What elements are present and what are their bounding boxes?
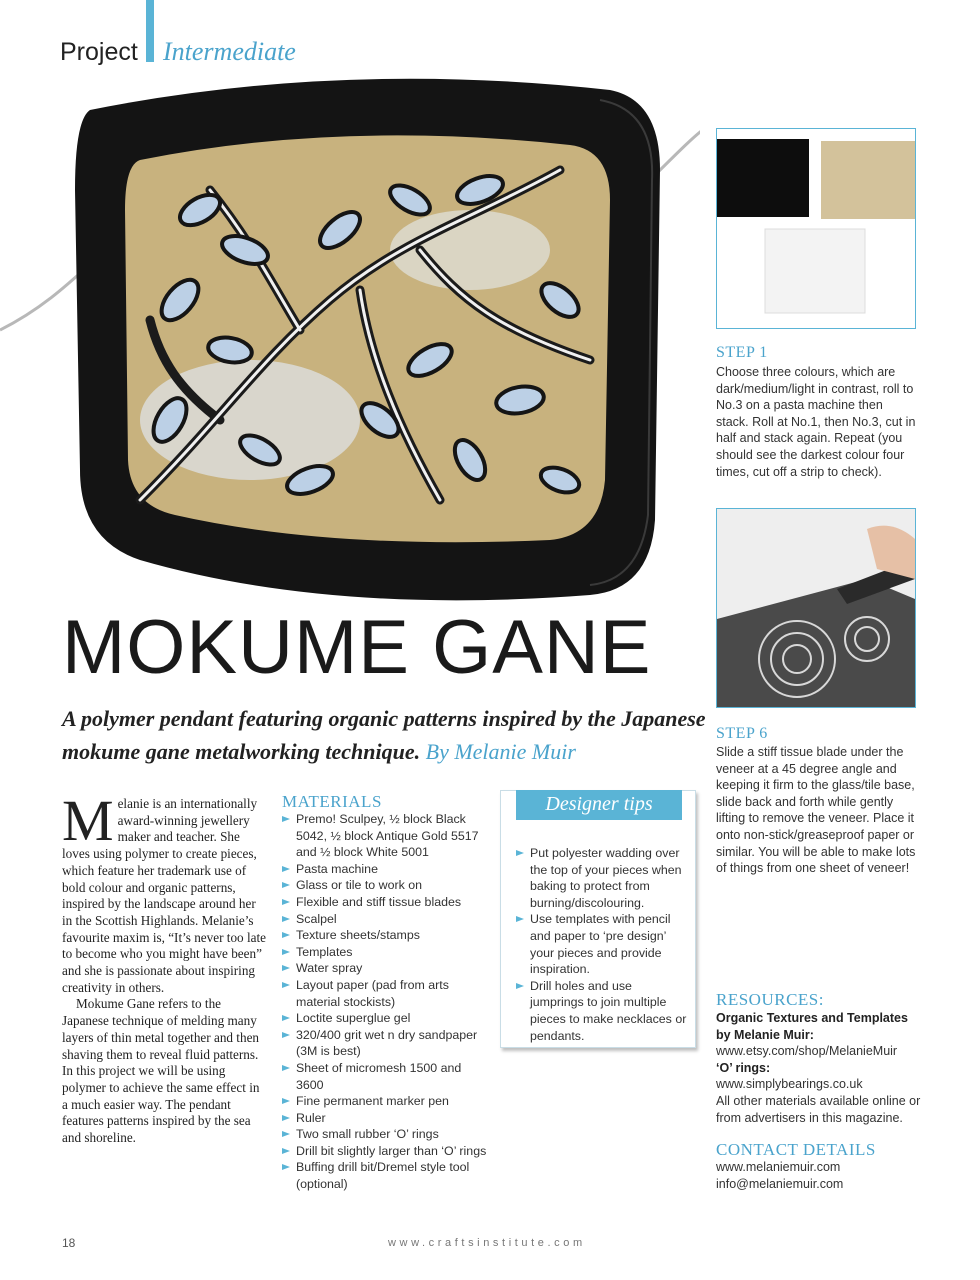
step1-photo bbox=[716, 128, 916, 329]
contact-heading: CONTACT DETAILS bbox=[716, 1140, 876, 1159]
tips-item: Drill holes and use jumprings to join multiple pieces to make necklaces or pendants. bbox=[516, 978, 688, 1044]
resources-link-bearings[interactable]: www.simplybearings.co.uk bbox=[716, 1077, 863, 1092]
contact-website-link[interactable]: www.melaniemuir.com bbox=[716, 1160, 841, 1174]
contact-email-link[interactable]: info@melaniemuir.com bbox=[716, 1176, 844, 1191]
materials-item: Texture sheets/stamps bbox=[282, 927, 492, 944]
materials-item: 320/400 grit wet n dry sandpaper (3M is best) bbox=[282, 1027, 492, 1060]
step6-heading: STEP 6 bbox=[716, 725, 768, 742]
materials-item: Glass or tile to work on bbox=[282, 877, 492, 894]
page-number: 18 bbox=[62, 1236, 76, 1250]
designer-tips-heading: Designer tips bbox=[516, 790, 682, 820]
materials-item: Scalpel bbox=[282, 911, 492, 928]
tips-list bbox=[516, 845, 688, 1044]
step1-text: Choose three colours, which are dark/medium/light in contrast, roll to No.3 on a pasta machine then stack. Roll at No.1, then No.3, cut in half and stack again. Repeat (you should see the darkest colour four times, cut off a strip to check). bbox=[716, 365, 916, 479]
materials-item: Ruler bbox=[282, 1110, 492, 1127]
clay-blocks-image bbox=[717, 129, 915, 328]
resources-line-5: All other materials available online or from advertisers in this magazine. bbox=[716, 1093, 921, 1125]
tips-item: Put polyester wadding over the top of your pieces when baking to protect from burning/discolouring. bbox=[516, 845, 688, 911]
resources-line-1: Organic Textures and Templates by Melanie Muir: bbox=[716, 1011, 908, 1042]
materials-item: Templates bbox=[282, 944, 492, 961]
materials-list bbox=[282, 811, 492, 1193]
intro-column bbox=[62, 788, 267, 1147]
step6-text: Slide a stiff tissue blade under the veneer at a 45 degree angle and keeping it firm to the glass/tile base, slide back and forth while gently lifting to remove the veneer. Place it onto non-stick/greaseproof paper or similar. You will be able to make lots of things from one sheet of veneer! bbox=[716, 745, 916, 876]
intro-paragraph-2: Mokume Gane refers to the Japanese technique of melding many layers of thin metal together and then shaving them to reveal fluid patterns. In this project we will be using polymer to achieve the same effect in a much easier way. The pendant features patterns inspired by the sea and shoreline. bbox=[62, 996, 260, 1146]
dropcap: M bbox=[62, 788, 114, 853]
pendant-photo bbox=[0, 60, 700, 620]
step1-heading: STEP 1 bbox=[716, 344, 768, 361]
article-title: MOKUME GANE bbox=[62, 605, 652, 690]
resources-link-etsy[interactable]: www.etsy.com/shop/MelanieMuir bbox=[716, 1044, 898, 1059]
resources-heading: RESOURCES: bbox=[716, 990, 824, 1009]
materials-item: Flexible and stiff tissue blades bbox=[282, 894, 492, 911]
intro-paragraph-1: elanie is an internationally award-winning jewellery maker and teacher. She loves using polymer to create pieces, which feature her trademark use of bold colour and organic patterns, inspired by the landscape around her in the Scottish Highlands. Melanie’s favourite maxim is, “It’s never too late to become who you might have been” and she is passionate about inspiring creativity in others. bbox=[62, 796, 266, 995]
materials-item: Layout paper (pad from arts material stockists) bbox=[282, 977, 492, 1010]
materials-item: Water spray bbox=[282, 960, 492, 977]
veneer-cutting-image bbox=[717, 509, 915, 707]
resources-line-3: ‘O’ rings: bbox=[716, 1060, 771, 1075]
materials-item: Loctite superglue gel bbox=[282, 1010, 492, 1027]
header-level-label: Intermediate bbox=[163, 37, 296, 66]
materials-item: Premo! Sculpey, ½ block Black 5042, ½ block Antique Gold 5517 and ½ block White 5001 bbox=[282, 811, 492, 861]
byline: By Melanie Muir bbox=[425, 739, 576, 764]
materials-item: Buffing drill bit/Dremel style tool (optional) bbox=[282, 1159, 492, 1192]
footer-url[interactable]: www.craftsinstitute.com bbox=[388, 1237, 586, 1249]
materials-heading: MATERIALS bbox=[282, 792, 382, 811]
subtitle-text: A polymer pendant featuring organic patterns inspired by the Japanese mokume gane metalworking technique. bbox=[62, 706, 706, 764]
materials-item: Sheet of micromesh 1500 and 3600 bbox=[282, 1060, 492, 1093]
contact-block bbox=[716, 1159, 921, 1192]
header-project-label: Project bbox=[60, 38, 138, 66]
step6-photo bbox=[716, 508, 916, 708]
tips-item: Use templates with pencil and paper to ‘pre design’ your pieces and provide inspiration. bbox=[516, 911, 688, 977]
materials-item: Fine permanent marker pen bbox=[282, 1093, 492, 1110]
materials-item: Drill bit slightly larger than ‘O’ rings bbox=[282, 1143, 492, 1160]
article-subtitle bbox=[62, 702, 712, 768]
header-accent-bar bbox=[146, 0, 154, 62]
resources-block bbox=[716, 1010, 921, 1126]
materials-item: Two small rubber ‘O’ rings bbox=[282, 1126, 492, 1143]
materials-item: Pasta machine bbox=[282, 861, 492, 878]
